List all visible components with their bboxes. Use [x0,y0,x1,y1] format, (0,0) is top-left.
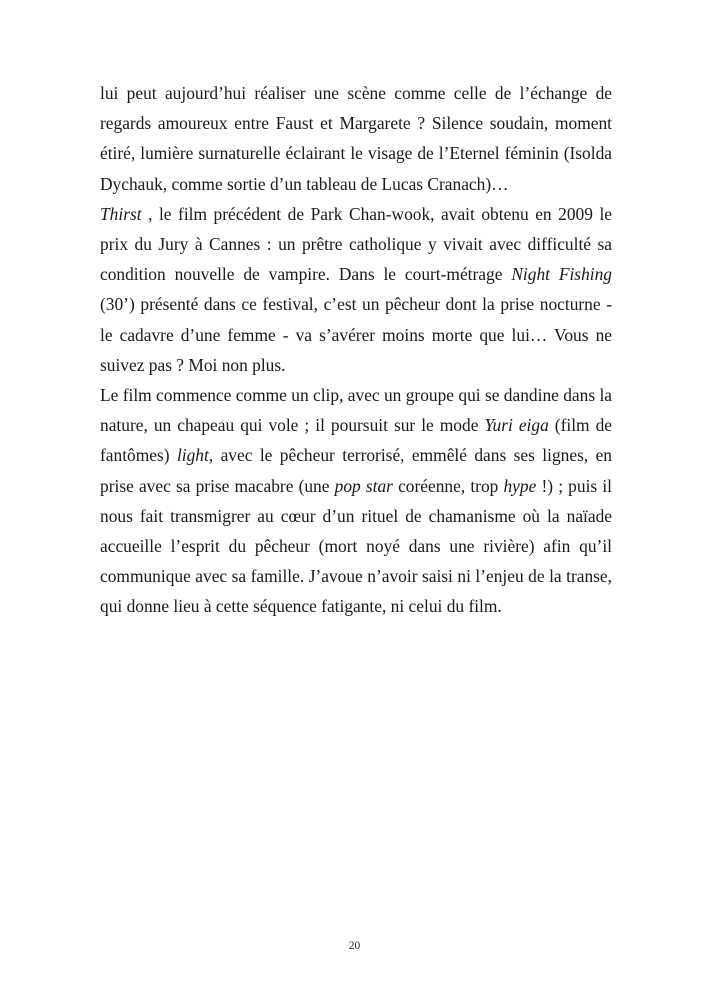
paragraph-3 [100,380,612,622]
term-light: light, [176,445,214,466]
paragraph-2 [100,199,612,380]
term-hype: hype [503,475,537,496]
title-thirst: Thirst [100,203,142,224]
term-pop-star: pop star [334,475,393,496]
body-text [100,78,612,622]
paragraph-1 [100,78,612,199]
text-run: (film de fantômes) [100,415,612,466]
title-night-fishing: Night Fishing [511,264,612,285]
text-run: (30’) présenté dans ce festival, c’est un pêcheur dont la prise nocturne - le cadavre d’une femme - va s’avérer moins morte que lui… Vous ne suivez pas ? Moi non plus. [100,294,612,375]
text-run: , le film précédent de Park Chan-wook, avait obtenu en 2009 le prix du Jury à Cannes : un prêtre catholique y vivait avec difficulté sa condition nouvelle de vampire. Dans le court-métrage [100,203,612,285]
text-run: coréenne, trop [392,475,504,496]
text-run: !) ; puis il nous fait transmigrer au cœur d’un rituel de chamanisme où la naïade accueille l’esprit du pêcheur (mort noyé dans une rivière) afin qu’il communique avec sa famille. J’avoue n’avoir saisi ni l’enjeu de la transe, qui donne lieu à cette séquence fatigante, ni celui du film. [100,475,612,617]
text-run: Le film commence comme un clip, avec un groupe qui se dandine dans la nature, un chapeau qui vole ; il poursuit sur le mode [100,385,612,436]
text-run: avec le pêcheur terrorisé, emmêlé dans ses lignes, en prise avec sa prise macabre (une [100,445,613,496]
term-yuri-eiga: Yuri eiga [484,415,549,436]
page-number: 20 [348,940,361,952]
text-run: lui peut aujourd’hui réaliser une scène comme celle de l’échange de regards amoureux entre Faust et Margarete ? Silence soudain, moment étiré, lumière surnaturelle éclairant le visage de l’Eternel féminin (Isolda Dychauk, comme sortie d’un tableau de Lucas Cranach)… [100,83,612,194]
